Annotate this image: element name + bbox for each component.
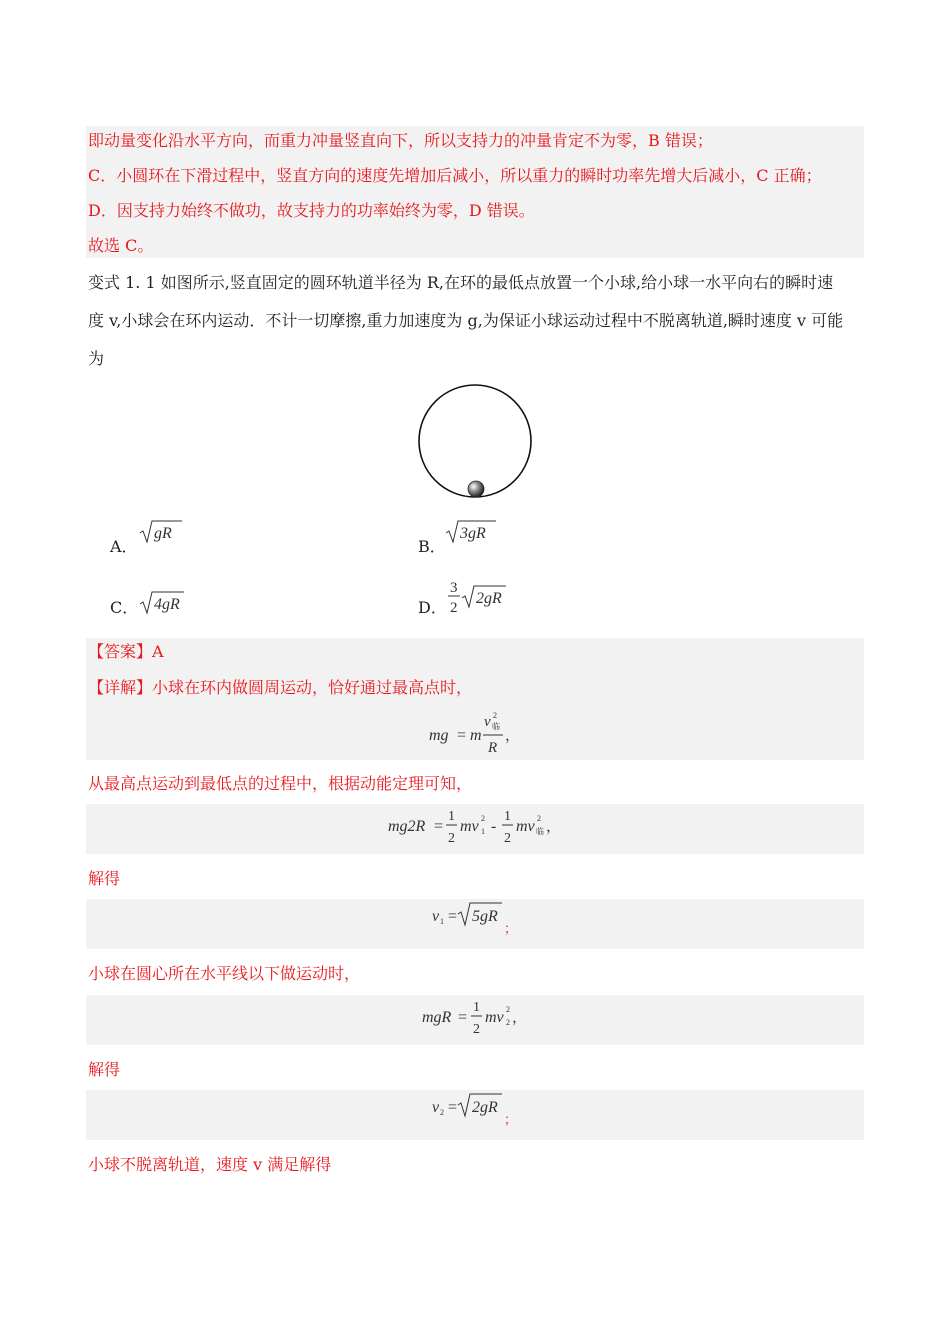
option-d-denominator: 2 <box>450 600 458 616</box>
eq4-sub: 2 <box>506 1018 510 1027</box>
eq1-m: m <box>470 727 482 744</box>
option-d-label: D． <box>418 598 447 617</box>
eq2-half-num-2: 1 <box>504 809 511 824</box>
eq2-tail: ， <box>546 819 562 835</box>
option-d-radicand: 2gR <box>476 590 502 607</box>
question-line-3: 为 <box>88 349 105 368</box>
eq2-term-1: mv <box>460 818 479 835</box>
eq4-lhs: mgR <box>422 1009 452 1026</box>
eq2-sup-1: 2 <box>481 814 485 823</box>
circle-track-figure <box>410 380 540 504</box>
eq5-eqsign: = <box>448 1099 458 1116</box>
eq3-radicand: 5gR <box>472 908 498 925</box>
eq3-sub: 1 <box>440 917 444 926</box>
explanation-intro: 小球在环内做圆周运动，恰好通过最高点时， <box>152 678 473 697</box>
eq1-v: v <box>484 714 491 730</box>
eq3-tail: ； <box>504 921 518 936</box>
eq2-sub-2: 临 <box>536 827 544 836</box>
explanation-final: 小球不脱离轨道，速度 v 满足解得 <box>88 1155 332 1174</box>
option-a-radicand: gR <box>154 525 172 542</box>
eq3-eqsign: = <box>448 908 458 925</box>
eq2-minus: - <box>491 818 497 835</box>
prev-solution-line-2: C．小圆环在下滑过程中，竖直方向的速度先增加后减小，所以重力的瞬时功率先增大后减小，C 正确； <box>88 166 822 185</box>
eq4-half-num: 1 <box>473 1000 480 1015</box>
prev-solution-line-4: 故选 C。 <box>88 236 154 255</box>
equation-4 <box>418 996 528 1042</box>
eq4-term: mv <box>485 1009 504 1026</box>
explanation-solve-2: 解得 <box>88 1060 121 1079</box>
question-line-2: 度 v,小球会在环内运动．不计一切摩擦,重力加速度为 g,为保证小球运动过程中不脱离轨道,瞬时速度 v 可能 <box>88 311 844 330</box>
explanation-tag: 【详解】 <box>88 678 153 697</box>
eq5-sub: 2 <box>440 1108 444 1117</box>
option-d-expr <box>444 576 510 620</box>
eq2-half-den-1: 2 <box>448 831 455 846</box>
eq2-lhs: mg2R <box>388 818 426 835</box>
eq4-tail: ， <box>512 1010 528 1026</box>
explanation-step-2: 从最高点运动到最低点的过程中，根据动能定理可知， <box>88 774 473 793</box>
eq1-den: R <box>488 740 498 756</box>
prev-solution-line-1: 即动量变化沿水平方向，而重力冲量竖直向下，所以支持力的冲量肯定不为零，B 错误； <box>88 131 713 150</box>
eq5-tail: ； <box>504 1112 518 1127</box>
answer-text: 【答案】A <box>88 642 164 661</box>
eq2-half-num-1: 1 <box>448 809 455 824</box>
eq2-half-den-2: 2 <box>504 831 511 846</box>
option-b-expr <box>444 518 500 546</box>
eq3-lhs: v <box>432 908 440 925</box>
eq1-sup: 2 <box>493 711 497 720</box>
option-c-label: C． <box>110 598 139 617</box>
equation-1 <box>424 708 524 758</box>
prev-solution-line-3: D．因支持力始终不做功，故支持力的功率始终为零，D 错误。 <box>88 201 535 220</box>
eq2-sup-2: 2 <box>537 814 541 823</box>
eq4-eqsign: = <box>458 1009 468 1026</box>
option-c-radicand: 4gR <box>154 596 180 613</box>
eq1-tail: ， <box>505 728 521 744</box>
equation-3 <box>428 899 528 945</box>
track-circle <box>419 385 531 497</box>
option-b-label: B． <box>418 537 446 556</box>
eq4-sup: 2 <box>506 1005 510 1014</box>
option-d-numerator: 3 <box>450 580 458 596</box>
eq2-eqsign: = <box>434 818 444 835</box>
eq1-sub: 临 <box>492 722 500 731</box>
eq2-term-2: mv <box>516 818 535 835</box>
question-line-1: 变式 1. 1 如图所示,竖直固定的圆环轨道半径为 R,在环的最低点放置一个小球,给小球一水平向右的瞬时速 <box>88 273 834 292</box>
option-a-label: A． <box>110 537 138 556</box>
equation-5 <box>428 1090 528 1136</box>
option-b-radicand: 3gR <box>460 525 486 542</box>
eq1-eqsign: = <box>457 727 467 744</box>
explanation-step-3: 小球在圆心所在水平线以下做运动时， <box>88 964 361 983</box>
option-c-expr <box>138 589 188 617</box>
eq4-half-den: 2 <box>473 1022 480 1037</box>
eq2-sub-1: 1 <box>481 827 485 836</box>
eq5-radicand: 2gR <box>472 1099 498 1116</box>
explanation-intro-line <box>88 678 472 698</box>
option-a-expr <box>138 518 184 546</box>
eq1-lhs: mg <box>429 727 449 744</box>
eq5-lhs: v <box>432 1099 440 1116</box>
ball <box>468 481 484 497</box>
equation-2 <box>384 806 564 852</box>
explanation-solve-1: 解得 <box>88 869 121 888</box>
